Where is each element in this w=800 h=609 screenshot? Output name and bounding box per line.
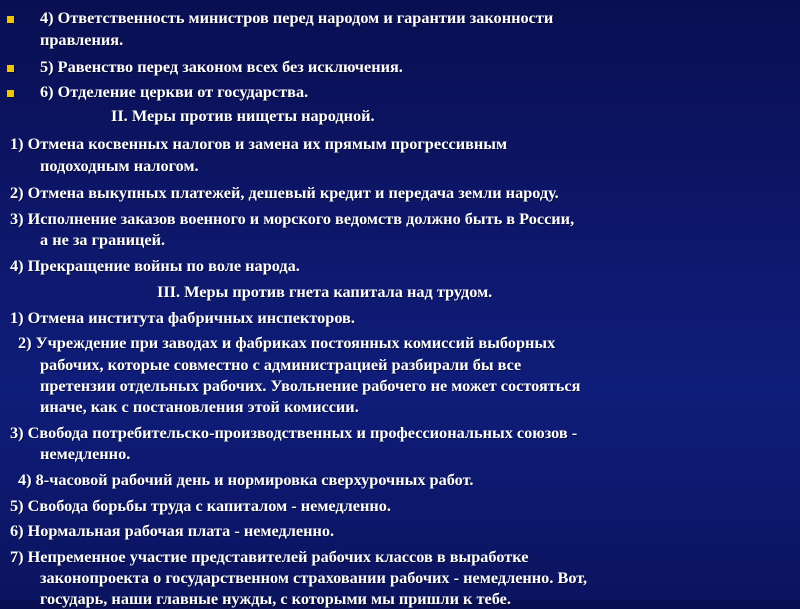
text-line: 2) Учреждение при заводах и фабриках постоянных комиссий выборных [18, 333, 556, 352]
text-line: 7) Непременное участие представителей рабочих классов в выработке [10, 547, 529, 566]
text-line: государь, наши главные нужды, с которыми мы пришли к тебе. [40, 589, 511, 608]
bullet-icon [7, 90, 14, 97]
text-line: законопроекта о государственном страховании рабочих - немедленно. Вот, [40, 568, 588, 587]
text-line: 6) Отделение церкви от государства. [40, 82, 309, 101]
text-line: 1) Отмена косвенных налогов и замена их прямым прогрессивным [10, 134, 508, 153]
text-line: 4) 8-часовой рабочий день и нормировка сверхурочных работ. [18, 470, 474, 489]
text-line: 5) Равенство перед законом всех без исключения. [40, 57, 403, 76]
text-line: 5) Свобода борьбы труда с капиталом - немедленно. [10, 496, 392, 515]
text-line: претензии отдельных рабочих. Увольнение рабочего не может состояться [40, 376, 581, 395]
section-heading: III. Меры против гнета капитала над трудом. [157, 282, 493, 301]
text-line: а не за границей. [40, 230, 166, 249]
text-line: 2) Отмена выкупных платежей, дешевый кредит и передача земли народу. [10, 183, 559, 202]
text-line: подоходным налогом. [40, 156, 199, 175]
text-line: 6) Нормальная рабочая плата - немедленно. [10, 521, 335, 540]
text-line: 4) Ответственность министров перед народом и гарантии законности [40, 8, 554, 27]
text-line: немедленно. [40, 444, 131, 463]
text-line: иначе, как с постановления этой комиссии. [40, 397, 359, 416]
text-line: рабочих, которые совместно с администрацией разбирали бы все [40, 355, 522, 374]
text-line: 3) Свобода потребительско-производственных и профессиональных союзов - [10, 423, 578, 442]
text-line: 3) Исполнение заказов военного и морского ведомств должно быть в России, [10, 209, 575, 228]
bullet-icon [7, 65, 14, 72]
text-line: правления. [40, 30, 124, 49]
text-line: 1) Отмена института фабричных инспекторов. [10, 308, 355, 327]
text-line: 4) Прекращение войны по воле народа. [10, 256, 300, 275]
bullet-icon [7, 16, 14, 23]
section-heading: II. Меры против нищеты народной. [111, 106, 375, 125]
